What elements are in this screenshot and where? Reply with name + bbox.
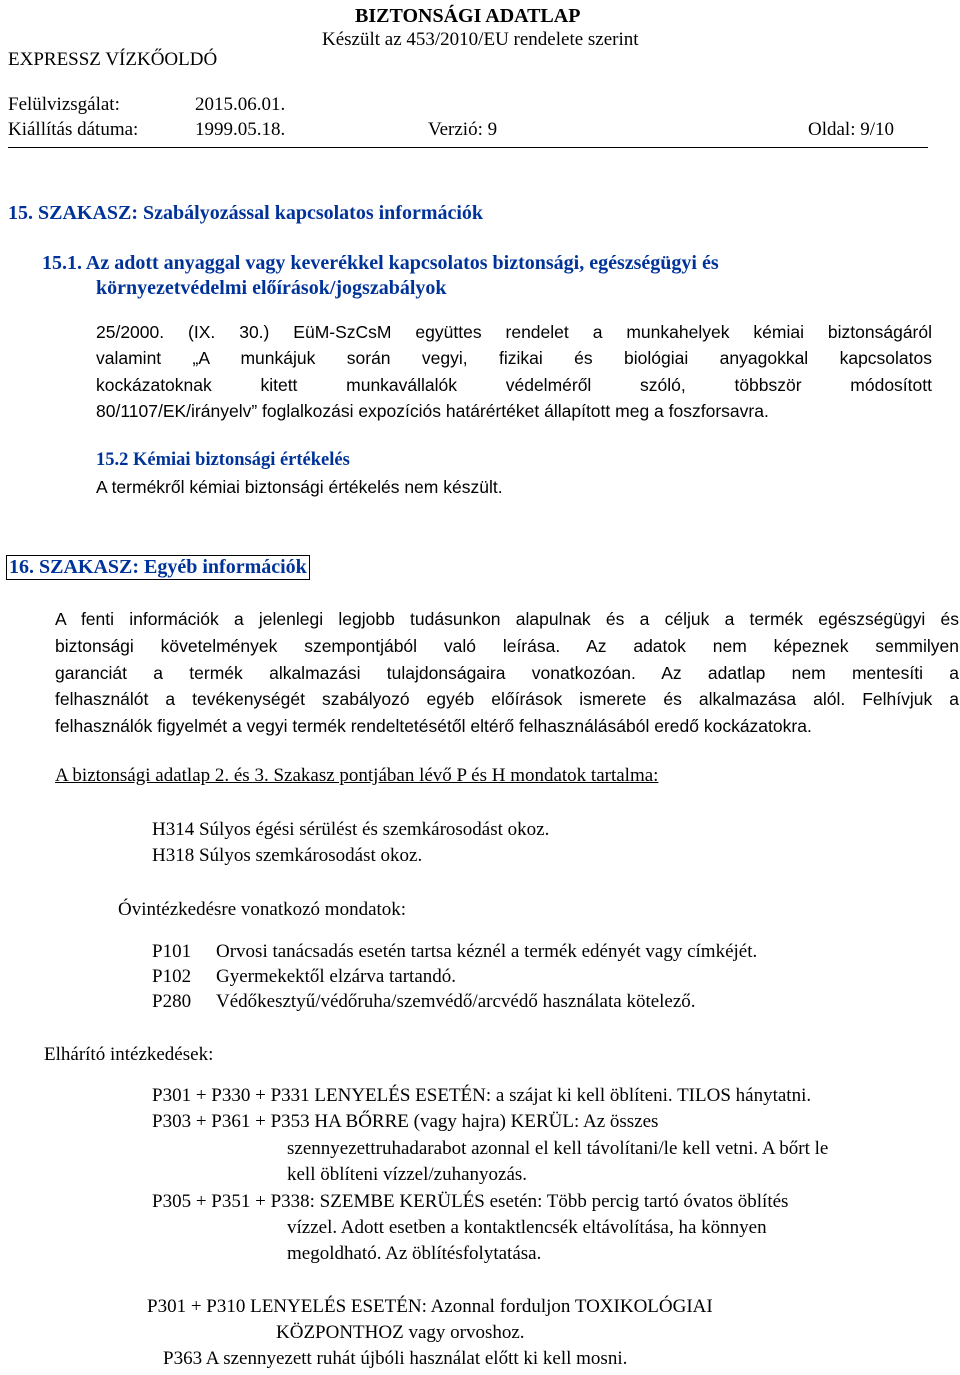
disclaimer-paragraph [55, 606, 959, 740]
response-line: vízzel. Adott esetben a kontaktlencsék eltávolítása, ha könnyen [287, 1217, 767, 1238]
document-title: BIZTONSÁGI ADATLAP [355, 5, 581, 27]
subsection-15-1-line2: környezetvédelmi előírások/jogszabályok [96, 277, 447, 299]
p-code: P280 [152, 991, 192, 1012]
p-text: Gyermekektől elzárva tartandó. [216, 966, 457, 987]
paragraph-line: valamint „A munkájuk során vegyi, fizikai és biológiai anyagokkal kapcsolatos [96, 348, 932, 369]
subsection-15-1-line1: 15.1. Az adott anyaggal vagy keverékkel kapcsolatos biztonsági, egészségügyi és [42, 252, 719, 274]
version: Verzió: 9 [428, 119, 498, 140]
page-number: Oldal: 9/10 [808, 119, 895, 140]
paragraph-line: kockázatoknak kitett munkavállalók védelméről szóló, többször módosított [96, 374, 932, 395]
paragraph-line: 80/1107/EK/irányelv” foglalkozási expozíciós határértéket állapított meg a foszforsavra. [96, 400, 769, 421]
section-15-title: 15. SZAKASZ: Szabályozással kapcsolatos információk [8, 202, 484, 224]
revision-date: 2015.06.01. [195, 94, 286, 115]
p-statement [152, 941, 757, 963]
issue-date: 1999.05.18. [195, 119, 286, 140]
h-statement: H314 Súlyos égési sérülést és szemkárosodást okoz. [152, 819, 550, 840]
subsection-15-2-text: A termékről kémiai biztonsági értékelés nem készült. [96, 477, 503, 497]
paragraph-line: garanciát a termék alkalmazási tulajdonságaira vonatkozóan. Az adatlap nem mentesíti a [55, 662, 959, 683]
subsection-15-2-title: 15.2 Kémiai biztonsági értékelés [96, 450, 350, 470]
extra-line: P363 A szennyezett ruhát újbóli használat előtt ki kell mosni. [163, 1348, 628, 1369]
section-16-title: 16. SZAKASZ: Egyéb információk [6, 555, 310, 580]
response-line: kell öblíteni vízzel/zuhanyozás. [287, 1164, 528, 1185]
h-statement: H318 Súlyos szemkárosodást okoz. [152, 845, 423, 866]
paragraph-line: A fenti információk a jelenlegi legjobb tudásunkon alapulnak és a céljuk a termék egészségügyi és [55, 609, 959, 629]
p-code: P102 [152, 966, 192, 987]
response-line: P305 + P351 + P338: SZEMBE KERÜLÉS esetén: Több percig tartó óvatos öblítés [152, 1191, 789, 1212]
paragraph-line: 25/2000. (IX. 30.) EüM-SzCsM együttes rendelet a munkahelyek kémiai biztonságáról [96, 322, 932, 342]
extra-line: P301 + P310 LENYELÉS ESETÉN: Azonnal forduljon TOXIKOLÓGIAI [147, 1296, 713, 1317]
response-heading: Elhárító intézkedések: [44, 1044, 214, 1065]
paragraph-line: felhasználót a tevékenységét szabályozó egyéb előírások ismerete és alkalmazása alól. Felhívjuk a [55, 689, 959, 710]
p-code: P101 [152, 941, 192, 962]
response-line: megoldható. Az öblítésfolytatása. [287, 1243, 542, 1264]
p-text: Orvosi tanácsadás esetén tartsa kéznél a termék edényét vagy címkéjét. [216, 941, 758, 962]
p-statement [152, 991, 696, 1013]
paragraph-line: felhasználók figyelmét a vegyi termék rendeltetésétől eltérő felhasználásából eredő kockázatokra. [55, 716, 812, 737]
response-line: P301 + P330 + P331 LENYELÉS ESETÉN: a szájat ki kell öblíteni. TILOS hánytatni. [152, 1085, 812, 1106]
hp-statements-heading: A biztonsági adatlap 2. és 3. Szakasz pontjában lévő P és H mondatok tartalma: [55, 765, 659, 786]
response-line: szennyezettruhadarabot azonnal el kell távolítani/le kell vetni. A bőrt le [287, 1138, 829, 1159]
p-text: Védőkesztyű/védőruha/szemvédő/arcvédő használata kötelező. [216, 991, 696, 1012]
prevention-heading: Óvintézkedésre vonatkozó mondatok: [118, 899, 407, 920]
p-statement [152, 966, 456, 988]
issue-label: Kiállítás dátuma: [8, 119, 139, 140]
regulation-paragraph [96, 319, 932, 424]
response-line: P303 + P361 + P353 HA BŐRRE (vagy hajra) KERÜL: Az összes [152, 1111, 659, 1132]
revision-label: Felülvizsgálat: [8, 94, 120, 115]
header-divider [8, 147, 928, 148]
regulation-reference: Készült az 453/2010/EU rendelete szerint [322, 29, 639, 50]
product-name: EXPRESSZ VÍZKŐOLDÓ [8, 49, 218, 70]
paragraph-line: biztonsági követelmények szempontjából való leírása. Az adatok nem képeznek semmilyen [55, 635, 959, 656]
extra-line: KÖZPONTHOZ vagy orvoshoz. [276, 1322, 525, 1343]
